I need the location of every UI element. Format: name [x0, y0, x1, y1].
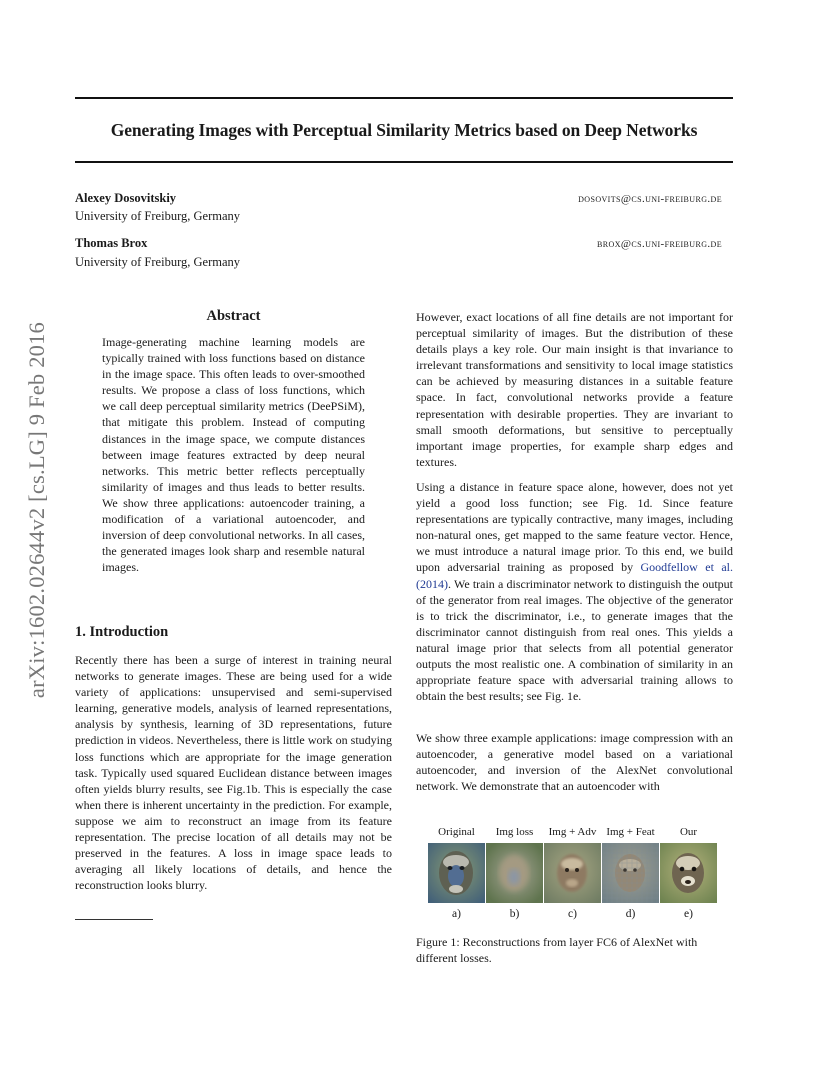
panel-letter-e: e) — [684, 908, 693, 920]
panel-letter-c: c) — [568, 908, 577, 920]
abstract-heading: Abstract — [206, 308, 261, 324]
author-affiliation-2: University of Freiburg, Germany — [75, 255, 241, 269]
author-name-1: Alexey Dosovitskiy — [75, 191, 177, 205]
monkey-img-adv-image — [544, 843, 601, 903]
caption-text-pre: Figure 1: Reconstructions from layer — [416, 935, 597, 949]
figure-1-caption — [416, 934, 733, 966]
monkey-img-feat-image — [602, 843, 659, 903]
panel-letter-d: d) — [625, 908, 636, 920]
author-email-1[interactable]: dosovits@cs.uni-freiburg.de — [578, 193, 722, 205]
arxiv-id-text: arXiv:1602.02644v2 [cs.LG] 9 Feb 2016 — [24, 321, 49, 699]
fig-label-img-adv: Img + Adv — [548, 826, 597, 838]
intro-p3-text-a: Using a distance in feature space alone, however, does not yet yield a good loss function; see Fig. 1d. Since feature representations are typically contractive, many images, including non-natural ones, get mapped to the same feature vector. Hence, we must introduce a natural image prior. To this end, we build upon adversarial training as proposed by — [416, 480, 733, 575]
intro-paragraph-4: We show three example applications: image compression with an autoencoder, a generative model based on a variational autoencoder, and inversion of the AlexNet convolutional network. We demonstrate that an autoencoder with — [416, 731, 733, 794]
paper-title: Generating Images with Perceptual Similarity Metrics based on Deep Networks — [110, 120, 698, 140]
footnote-rule — [75, 919, 153, 920]
intro-paragraph-3 — [416, 479, 733, 704]
monkey-original-image — [428, 843, 485, 903]
panel-letter-a: a) — [452, 908, 461, 920]
intro-paragraph-1: Recently there has been a surge of interest in training neural networks to generate images. These are being used for a wide variety of applications: unsupervised and semi-supervised learning, generative models, analysis of learned representations, analysis by synthesis, learning of 3D representations, future prediction in videos. Nevertheless, there is little work on studying loss functions which are appropriate for the image generation task. Typically used squared Euclidean distance between images often yields blurry results, see Fig.1b. This is especially the case when there is inherent uncertainty in the prediction. For example, suppose we aim to reconstruct an image from its feature representation. The precise location of all details may not be preserved in the features. A loss in image space leads to averaging all likely locations of details, and hence the reconstruction looks blurry. — [75, 653, 392, 893]
introduction-heading: 1. Introduction — [75, 624, 169, 640]
fig-label-img-loss: Img loss — [495, 826, 534, 838]
figure-column-labels — [428, 826, 728, 843]
caption-text-post: of AlexNet with different losses. — [416, 935, 698, 965]
figure-1 — [428, 826, 728, 920]
figure-panel-letters — [428, 903, 728, 920]
top-rule — [75, 97, 733, 99]
fig-label-original: Original — [438, 826, 475, 838]
intro-p3-text-b: . We train a discriminator network to distinguish the output of the generator from real images. The objective of the generator is to trick the discriminator, i.e., to generate images that the discriminator cannot distinguish from real ones. This yields a natural image prior that selects from all potential generator outputs the most realistic one. A combination of similarity in an appropriate feature space with adversarial training allows to obtain the best results; see Fig. 1e. — [416, 576, 733, 704]
panel-letter-b: b) — [509, 908, 520, 920]
abstract-text: Image-generating machine learning models are typically trained with loss functions based on distance in the image space. This often leads to over-smoothed results. We propose a class of loss functions, which we call deep perceptual similarity metrics (DeePSiM), that mitigate this problem. Instead of computing distances in the image space, we compute distances between image features extracted by deep neural networks. This metric better reflects perceptually similarity of images and thus leads to better results. We show three applications: autoencoder training, a modification of a variational autoencoder, and inversion of deep convolutional networks. In all cases, the generated images look sharp and resemble natural images. — [102, 335, 365, 575]
figure-image-row — [428, 843, 728, 903]
monkey-img-loss-image — [486, 843, 543, 903]
title-bottom-rule — [75, 161, 733, 163]
arxiv-identifier — [22, 290, 52, 730]
author-name-2: Thomas Brox — [75, 236, 148, 250]
caption-layer-name: FC6 — [596, 935, 617, 949]
fig-label-our: Our — [679, 826, 698, 838]
author-affiliation-1: University of Freiburg, Germany — [75, 209, 241, 223]
author-email-2[interactable]: brox@cs.uni-freiburg.de — [597, 238, 722, 250]
intro-paragraph-2: However, exact locations of all fine details are not important for perceptual similarity of images. But the distribution of these details plays a key role. Our main insight is that invariance to irrelevant transformations and sensitivity to local image statistics can be achieved by measuring distances in a suitable feature space. In fact, convolutional networks provide a feature representation with desirable properties. They are invariant to small smooth deformations, but sensitive to perceptually important image properties, for example sharp edges and textures. — [416, 310, 733, 469]
fig-label-img-feat: Img + Feat — [606, 826, 655, 838]
citation-goodfellow[interactable]: Goodfellow et al. (2014) — [416, 560, 734, 591]
monkey-our-image — [660, 843, 717, 903]
